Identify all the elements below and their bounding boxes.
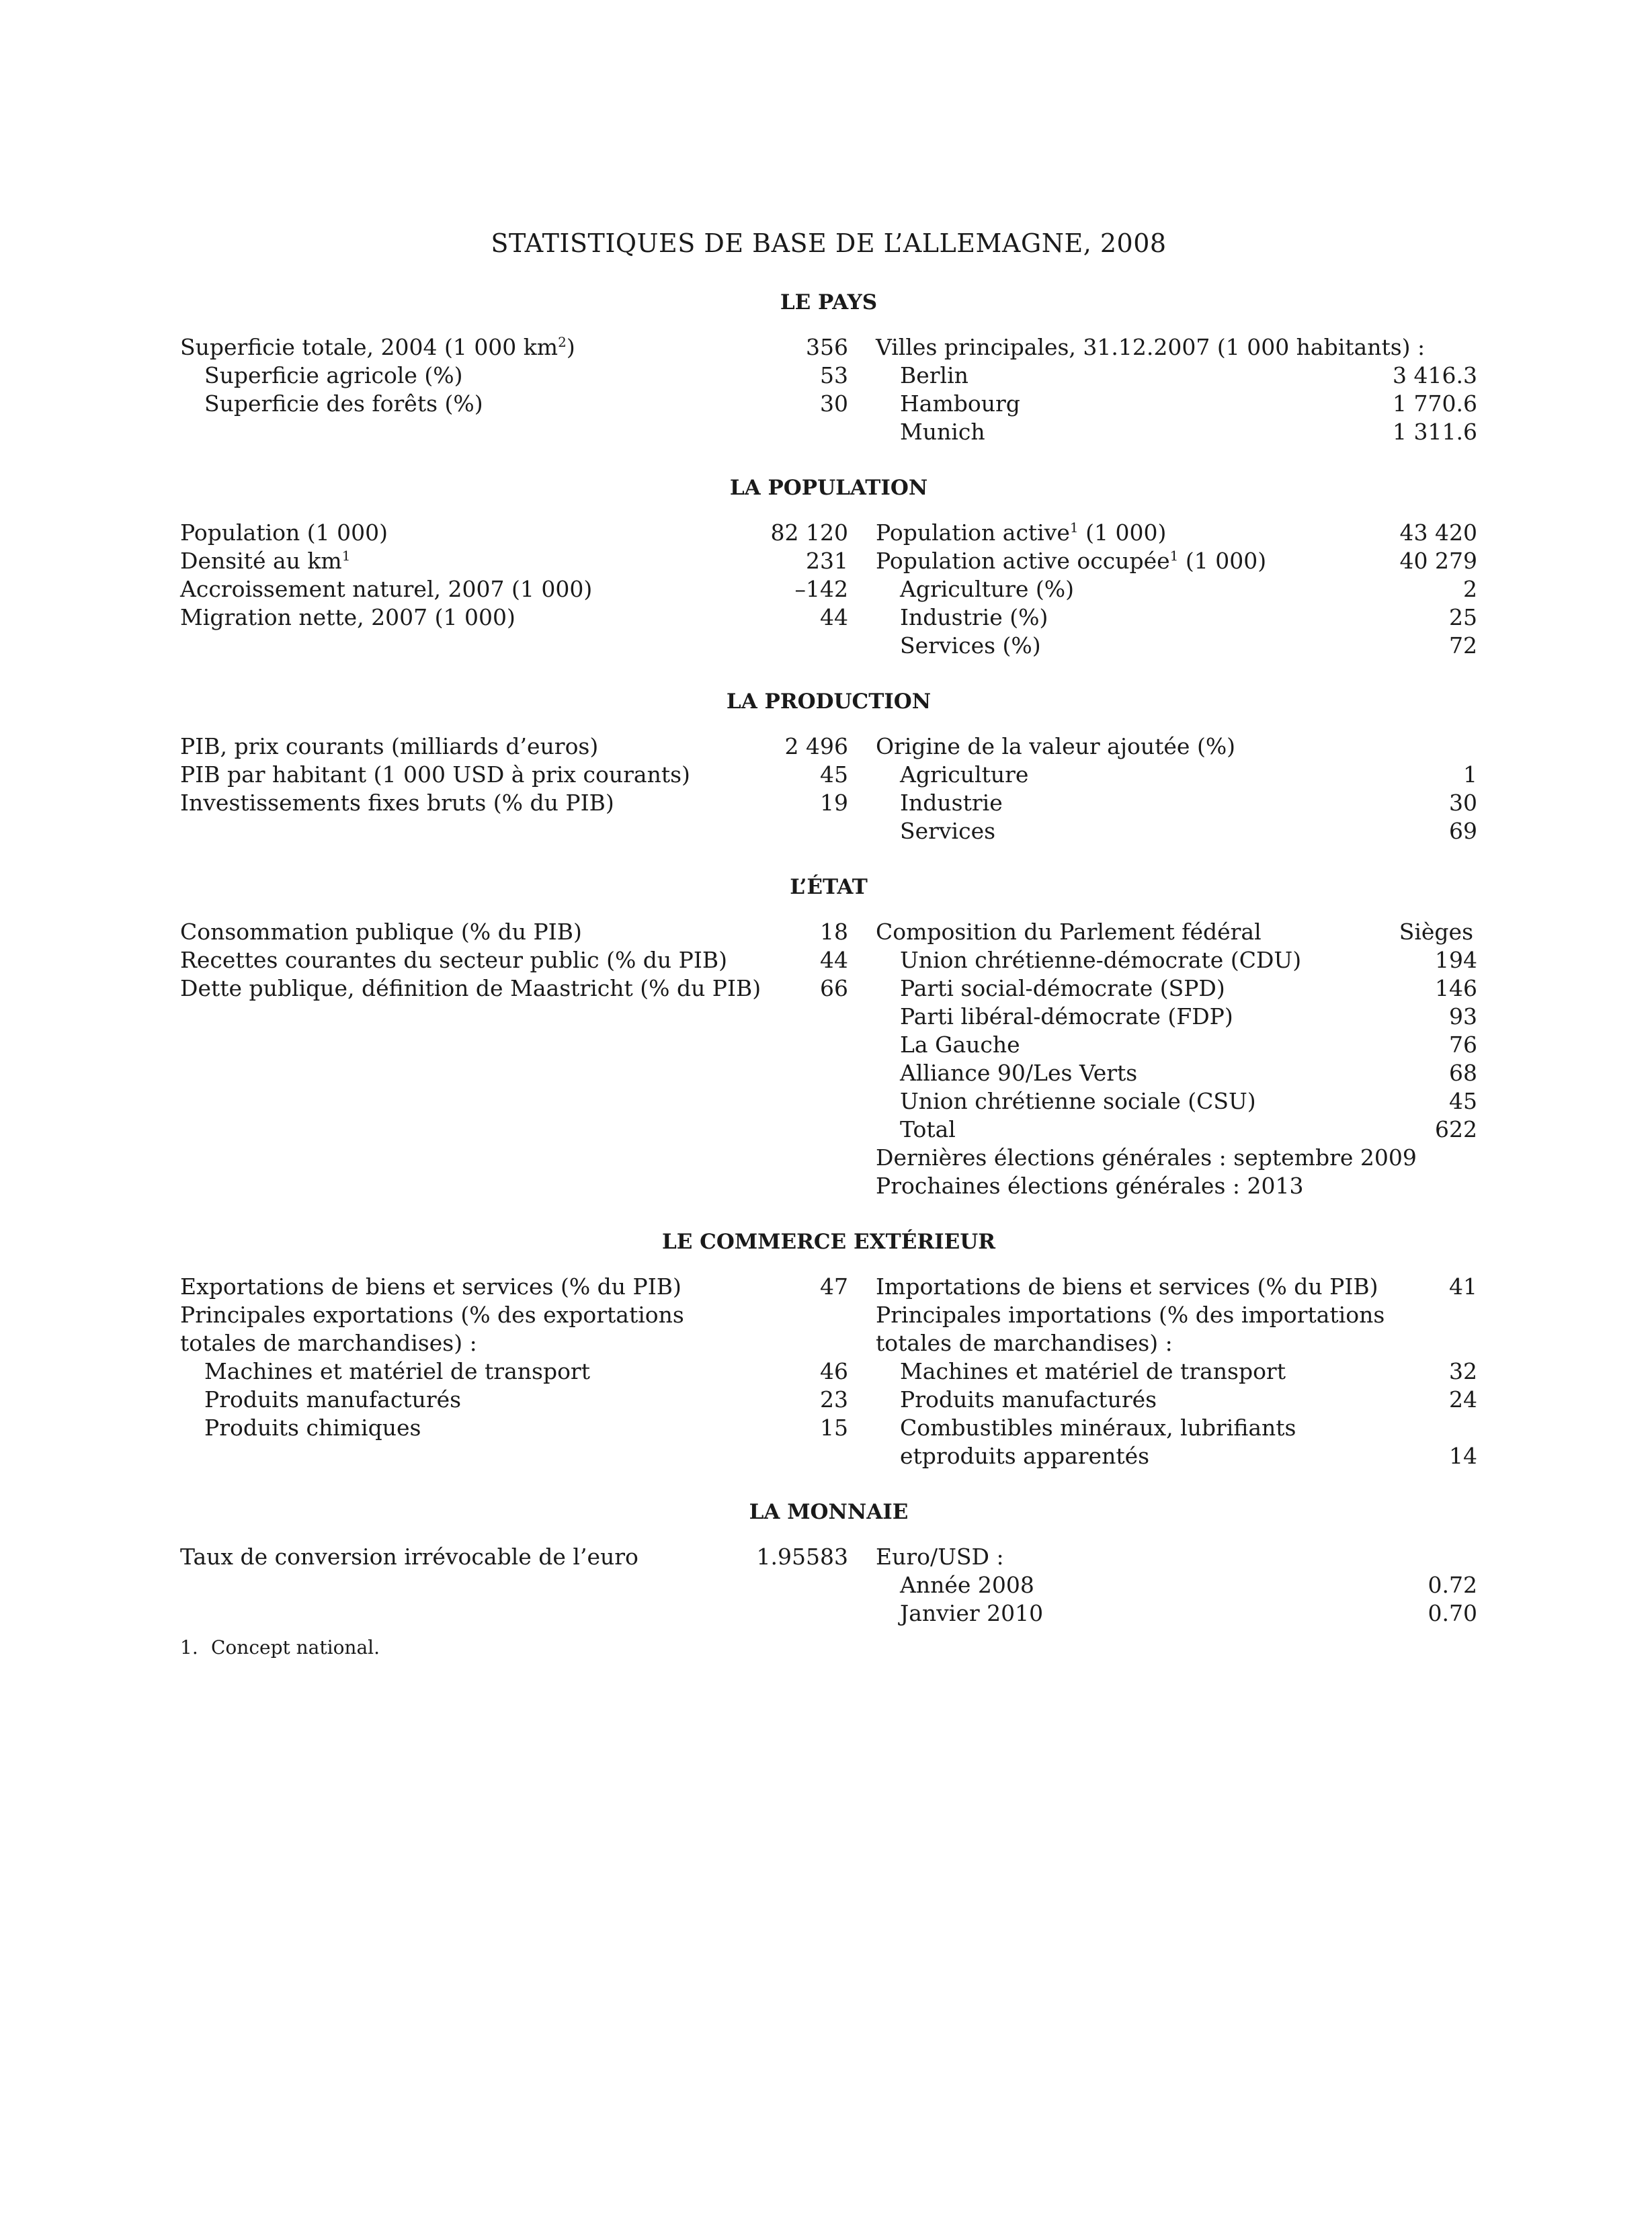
section-heading: LE COMMERCE EXTÉRIEUR: [661, 1230, 996, 1254]
stat-row: Agriculture (%) 2: [900, 576, 1477, 602]
document-title: STATISTIQUES DE BASE DE L’ALLEMAGNE, 2008: [491, 228, 1167, 258]
stat-row: Machines et matériel de transport 46: [204, 1358, 848, 1384]
stat-row: Population (1 000) 82 120: [180, 519, 848, 546]
stat-row: totales de marchandises) :: [180, 1330, 477, 1356]
stat-row: Parti libéral-démocrate (FDP) 93: [900, 1003, 1477, 1030]
right-column: [876, 519, 1477, 660]
stat-row: Dernières élections générales : septembre 2009: [876, 1144, 1417, 1171]
right-column: [876, 1543, 1477, 1628]
stat-row: Consommation publique (% du PIB) 18: [180, 919, 848, 945]
stat-row: Services 69: [900, 818, 1477, 844]
section-production: [180, 687, 1477, 872]
right-column: [876, 918, 1477, 1200]
stat-row: etproduits apparentés 14: [900, 1443, 1477, 1469]
stat-row: Principales exportations (% des exportations: [180, 1302, 684, 1328]
stat-row: Munich 1 311.6: [900, 419, 1477, 445]
right-column: [876, 732, 1477, 845]
section-heading: L’ÉTAT: [790, 875, 868, 899]
stat-row: Produits manufacturés 23: [204, 1386, 848, 1413]
section-heading: LE PAYS: [780, 290, 878, 314]
stat-row: Superficie totale, 2004 (1 000 $km^2$) 356: [180, 334, 848, 360]
stat-row: Accroissement naturel, 2007 (1 000) –142: [180, 576, 848, 602]
footnote-text: Concept national.: [211, 1636, 380, 1659]
stat-row: Industrie (%) 25: [900, 604, 1477, 630]
left-column: [180, 333, 848, 446]
stat-row: Produits chimiques 15: [204, 1415, 848, 1441]
stat-row: Union chrétienne sociale (CSU) 45: [900, 1088, 1477, 1114]
left-column: [180, 519, 848, 660]
stat-row: Origine de la valeur ajoutée (%): [876, 733, 1236, 759]
stat-row: totales de marchandises) :: [876, 1330, 1173, 1356]
section-commerce: [180, 1227, 1477, 1497]
section-population: [180, 473, 1477, 687]
section-heading: LA PRODUCTION: [726, 689, 932, 714]
stat-row: Euro/USD :: [876, 1544, 1004, 1570]
stat-row: Population active$^1$ (1 000) 43 420: [876, 519, 1477, 546]
footnote-number: 1.: [180, 1636, 198, 1659]
stat-row: Union chrétienne-démocrate (CDU) 194: [900, 947, 1477, 973]
left-column: [180, 1543, 848, 1628]
stat-row: Investissements fixes bruts (% du PIB) 19: [180, 790, 848, 816]
stat-row: Alliance 90/Les Verts 68: [900, 1060, 1477, 1086]
stat-row: Services (%) 72: [900, 632, 1477, 659]
right-column: [876, 1273, 1477, 1470]
stat-row: Superficie des forêts (%) 30: [204, 390, 848, 417]
right-column: [876, 333, 1477, 446]
section-heading: LA MONNAIE: [749, 1500, 909, 1524]
stat-row: Berlin 3 416.3: [900, 362, 1477, 388]
stat-row: Industrie 30: [900, 790, 1477, 816]
stat-row: Exportations de biens et services (% du PIB) 47: [180, 1273, 848, 1300]
stat-row: Principales importations (% des importations: [876, 1302, 1385, 1328]
left-column: [180, 918, 848, 1200]
stat-row: Migration nette, 2007 (1 000) 44: [180, 604, 848, 630]
stat-row: Villes principales, 31.12.2007 (1 000 habitants) :: [876, 334, 1426, 360]
stat-row: Densité au $km^1$ 231: [180, 548, 848, 574]
stat-row: Importations de biens et services (% du PIB) 41: [876, 1273, 1477, 1300]
left-column: [180, 732, 848, 845]
section-pays: [180, 288, 1477, 473]
stat-row: Prochaines élections générales : 2013: [876, 1173, 1304, 1199]
stat-row: Hambourg 1 770.6: [900, 390, 1477, 417]
stat-row: Total 622: [900, 1116, 1477, 1142]
stat-row: Produits manufacturés 24: [900, 1386, 1477, 1413]
section-heading: LA POPULATION: [729, 476, 928, 500]
section-monnaie: [180, 1497, 1477, 1628]
stat-row: PIB par habitant (1 000 USD à prix courants) 45: [180, 761, 848, 788]
stat-row: Année 2008 0.72: [900, 1572, 1477, 1598]
document-page: [180, 228, 1477, 1660]
stat-row: Parti social-démocrate (SPD) 146: [900, 975, 1477, 1001]
stat-row: Taux de conversion irrévocable de l’euro 1.95583: [180, 1544, 848, 1570]
stat-row: Composition du Parlement fédéral Sièges: [876, 919, 1473, 945]
stat-row: Population active occupée$^1$ (1 000) 40 279: [876, 548, 1477, 574]
stat-row: Agriculture 1: [900, 761, 1477, 788]
stat-row: Superficie agricole (%) 53: [204, 362, 848, 388]
section-etat: [180, 872, 1477, 1227]
stat-row: Recettes courantes du secteur public (% du PIB) 44: [180, 947, 848, 973]
stat-row: Machines et matériel de transport 32: [900, 1358, 1477, 1384]
stat-row: Janvier 2010 0.70: [900, 1600, 1477, 1626]
stat-row: PIB, prix courants (milliards d’euros) 2 496: [180, 733, 848, 759]
stat-row: La Gauche 76: [900, 1032, 1477, 1058]
left-column: [180, 1273, 848, 1470]
footnote: [180, 1636, 1477, 1660]
stat-row: Dette publique, définition de Maastricht (% du PIB) 66: [180, 975, 848, 1001]
stat-row: Combustibles minéraux, lubrifiants: [900, 1415, 1296, 1441]
